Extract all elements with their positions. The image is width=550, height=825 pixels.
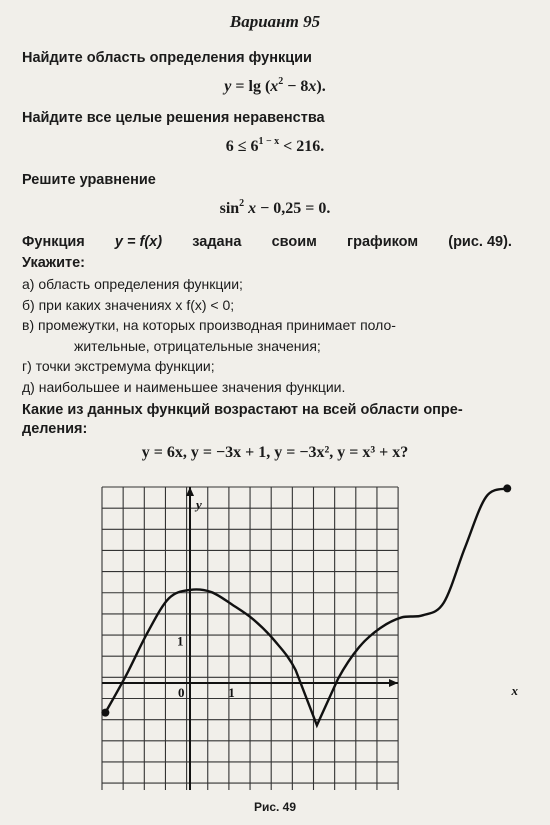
figure-caption: Рис. 49 bbox=[253, 800, 297, 814]
list-item: б) при каких значениях x f(x) < 0; bbox=[22, 296, 235, 313]
y-axis-arrow bbox=[186, 487, 194, 496]
task4-word: y = f(x) bbox=[114, 234, 163, 250]
task2-text: Найдите все целые решения неравенства bbox=[22, 110, 325, 126]
x-axis-arrow bbox=[389, 679, 398, 687]
task4-instruction: Укажите: bbox=[22, 255, 85, 271]
task4-word: графиком bbox=[347, 234, 419, 250]
list-item: а) область определения функции; bbox=[22, 276, 243, 292]
list-item: жительные, отрицательные значения; bbox=[74, 337, 321, 354]
task1-formula: $y = \lg (x^2 - 8x)$. bbox=[224, 76, 326, 95]
task2-formula: $6 \le 6^{1 - x} < 216$. bbox=[225, 136, 325, 155]
list-item: д) наибольшее и наименьшее значения функции. bbox=[22, 378, 346, 395]
task3-formula: $\sin^2 x - 0,25 = 0$. bbox=[219, 198, 331, 217]
task3-text: Решите уравнение bbox=[22, 172, 156, 188]
task5-text-line1: Какие из данных функций возрастают на всей области опре- bbox=[22, 402, 463, 418]
curve-endpoint bbox=[503, 484, 511, 492]
task5-formula: y = 6x, y = −3x + 1, y = −3x², y = x³ + x? bbox=[141, 444, 409, 461]
curve-endpoint bbox=[101, 709, 109, 717]
y-tick-label: 1 bbox=[177, 633, 184, 649]
x-tick-label: 1 bbox=[228, 685, 235, 700]
list-item: г) точки экстремума функции; bbox=[22, 358, 215, 374]
x-axis-label: x bbox=[511, 683, 518, 698]
task4-word: задана bbox=[192, 234, 242, 250]
task4-word: Функция bbox=[22, 234, 85, 250]
origin-label: 0 bbox=[178, 685, 185, 700]
y-axis-label: y bbox=[196, 497, 202, 512]
variant-title: Вариант 95 bbox=[229, 12, 321, 31]
list-item: в) промежутки, на которых производная принимает поло- bbox=[22, 317, 396, 333]
task4-word: своим bbox=[271, 234, 317, 250]
task4-word: (рис. 49). bbox=[448, 234, 512, 250]
task5-text-line2: деления: bbox=[22, 421, 88, 437]
task1-text: Найдите область определения функции bbox=[22, 50, 312, 66]
